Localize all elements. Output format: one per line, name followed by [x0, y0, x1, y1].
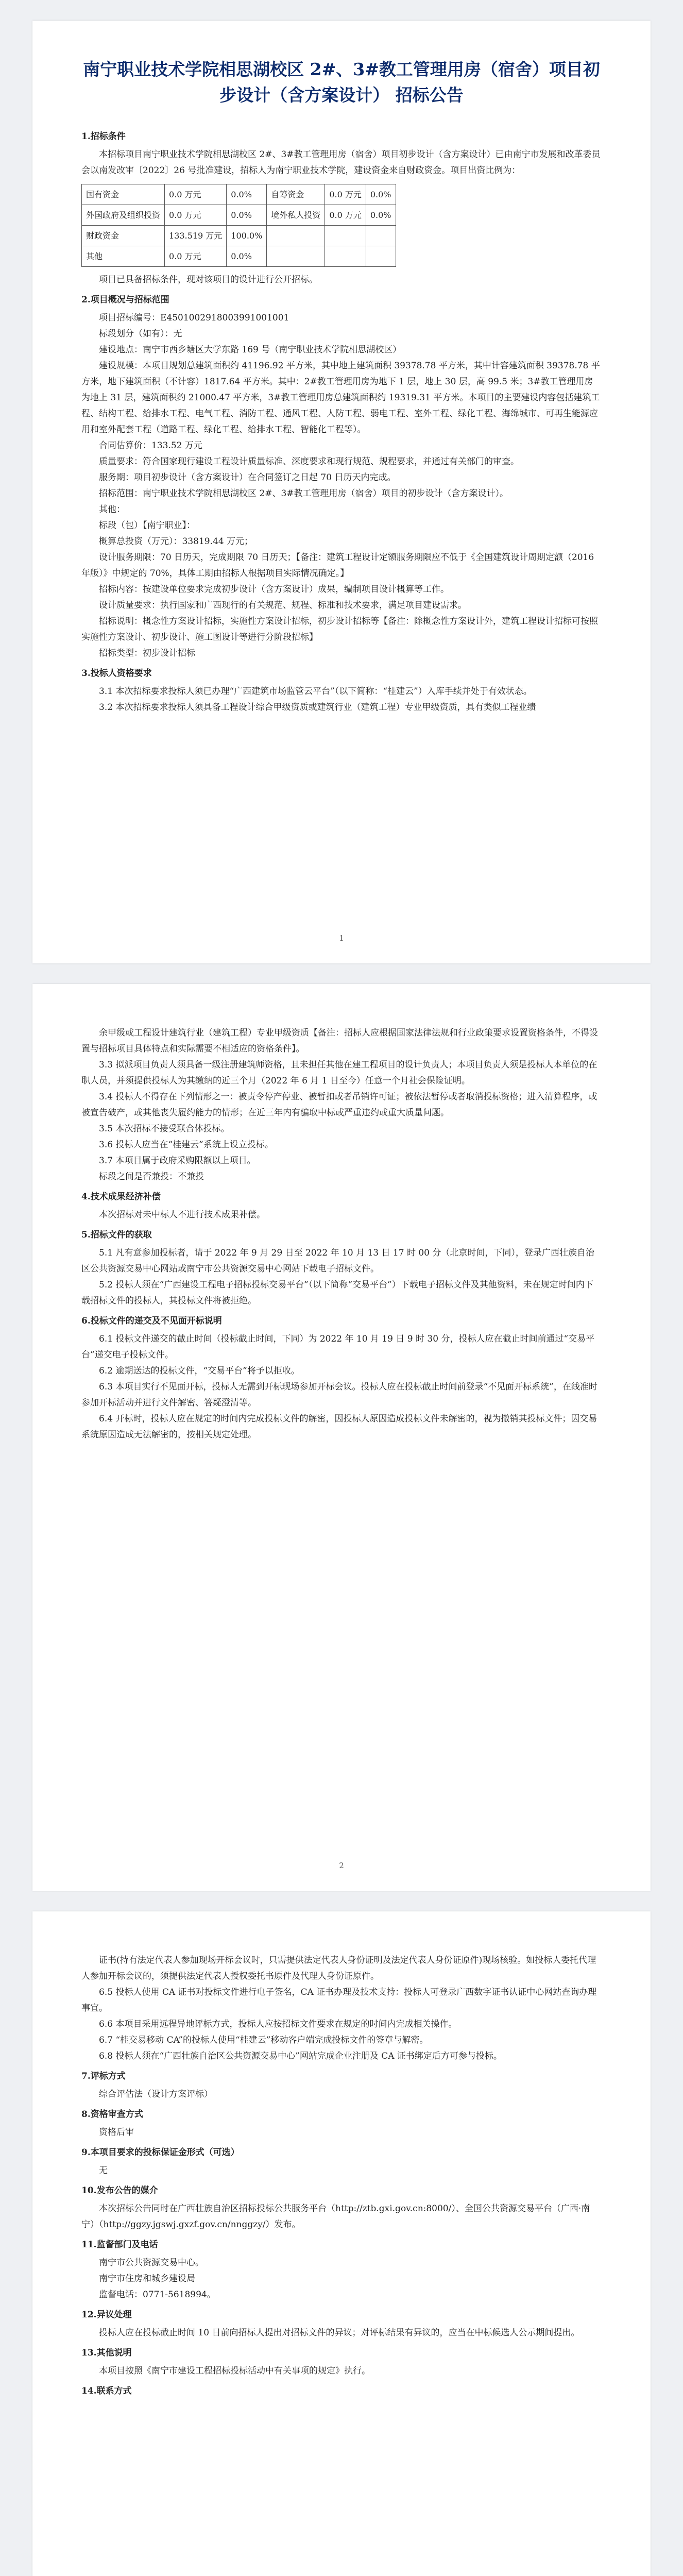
section-heading-13: 13.其他说明	[81, 2348, 132, 2358]
paragraph: 标段（包）【南宁职业】：	[99, 520, 195, 531]
document-page-1	[32, 21, 651, 963]
paragraph: 无	[99, 2165, 108, 2176]
document-page-2	[32, 984, 651, 1891]
paragraph: 南宁市公共资源交易中心。	[99, 2258, 204, 2268]
paragraph: 3.2 本次招标要求投标人须具备工程设计综合甲级资质或建筑行业（建筑工程）专业甲级资质，具有类似工程业绩	[99, 702, 536, 713]
table-cell: 自筹资金	[267, 184, 325, 205]
paragraph: 概算总投资（万元）：33819.44 万元；	[99, 536, 253, 547]
paragraph: 标段划分（如有）：无	[99, 329, 182, 339]
table-cell: 0.0 万元	[165, 184, 227, 205]
page-number: 2	[339, 1861, 344, 1870]
paragraph: 招标内容：按建设单位要求完成初步设计（含方案设计）成果，编制项目设计概算等工作。	[99, 584, 449, 595]
table-cell: 0.0 万元	[325, 205, 366, 226]
table-row	[82, 246, 396, 267]
table-cell: 133.519 万元	[165, 226, 227, 246]
page-title: 南宁职业技术学院相思湖校区 2#、3#教工管理用房（宿舍）项目初步设计（含方案设计） 招标公告	[83, 59, 600, 105]
paragraph: 投标人应在投标截止时间 10 日前向招标人提出对招标文件的异议；对评标结果有异议的，应当在中标候选人公示期间提出。	[99, 2328, 580, 2338]
page-number: 1	[339, 934, 344, 943]
paragraph: 3.3 拟派项目负责人须具备一级注册建筑师资格，且未担任其他在建工程项目的设计负责人；本项目负责人须是投标人本单位的在职人员，并须提供投标人为其缴纳的近三个月（2022 年 6 月 1 日至今）任意一个月社会保险证明。	[81, 1060, 597, 1086]
funding-table	[81, 184, 396, 267]
paragraph: 6.6 本项目采用远程异地评标方式，投标人应按招标文件要求在规定的时间内完成相关操作。	[99, 2019, 457, 2029]
paragraph: 设计服务期限：70 日历天，完成期限 70 日历天；【备注：建筑工程设计定额服务期限应不低于《全国建筑设计周期定额（2016 年版）》中规定的 70%，具体工期由招标人根据项目实际情况确定。】	[81, 552, 594, 579]
section-heading-2: 2.项目概况与招标范围	[81, 295, 169, 305]
paragraph: 质量要求：符合国家现行建设工程设计质量标准、深度要求和现行规范、规程要求，并通过有关部门的审查。	[99, 456, 519, 467]
paragraph: 5.1 凡有意参加投标者，请于 2022 年 9 月 29 日至 2022 年 10 月 13 日 17 时 00 分（北京时间，下同），登录广西壮族自治区公共资源交易中心网站或南宁市公共资源交易中心网站下载电子招标文件。	[81, 1248, 594, 1274]
paragraph: 招标说明：概念性方案设计招标，实施性方案设计招标，初步设计招标等【备注：除概念性方案设计外，建筑工程设计招标可按照实施性方案设计、初步设计、施工图设计等进行分阶段招标】	[81, 616, 598, 642]
table-cell: 国有资金	[82, 184, 165, 205]
paragraph: 服务期：项目初步设计（含方案设计）在合同签订之日起 70 日历天内完成。	[99, 472, 396, 483]
table-cell: 0.0%	[227, 184, 267, 205]
document-page-3	[32, 1911, 651, 2576]
paragraph: 本次招标对未中标人不进行技术成果补偿。	[99, 1210, 265, 1220]
table-cell: 0.0%	[366, 184, 396, 205]
paragraph: 合同估算价：133.52 万元	[99, 440, 202, 451]
paragraph: 3.1 本次招标要求投标人须已办理“广西建筑市场监管云平台”（以下简称：“桂建云”）入库手续并处于有效状态。	[99, 686, 532, 697]
table-cell: 0.0%	[227, 205, 267, 226]
section-heading-14: 14.联系方式	[81, 2386, 132, 2396]
table-cell: 0.0 万元	[165, 246, 227, 267]
paragraph: 本次招标公告同时在广西壮族自治区招标投标公共服务平台（http://ztb.gxi.gov.cn:8000/）、全国公共资源交易平台（广西·南宁）（http://ggzy.jgswj.gxzf.gov.cn/nnggzy/）发布。	[81, 2204, 590, 2230]
table-cell: 0.0%	[227, 246, 267, 267]
table-cell	[366, 226, 396, 246]
table-cell: 0.0 万元	[165, 205, 227, 226]
table-cell: 外国政府及组织投资	[82, 205, 165, 226]
table-cell: 0.0%	[366, 205, 396, 226]
section-heading-3: 3.投标人资格要求	[81, 668, 152, 679]
paragraph: 设计质量要求：执行国家和广西现行的有关规范、规程、标准和技术要求，满足项目建设需求。	[99, 600, 467, 611]
section-heading-6: 6.投标文件的递交及不见面开标说明	[81, 1316, 222, 1326]
section-heading-4: 4.技术成果经济补偿	[81, 1192, 161, 1202]
paragraph: 3.4 投标人不得存在下列情形之一：被责令停产停业、被暂扣或者吊销许可证；被依法暂停或者取消投标资格；进入清算程序，或被宣告破产，或其他丧失履约能力的情形；在近三年内有骗取中标或严重违约或重大质量问题。	[81, 1092, 597, 1118]
paragraph: 5.2 投标人须在“广西建设工程电子招标投标交易平台”（以下简称“交易平台”）下载电子招标文件及其他资料，未在规定时间内下载招标文件的投标人，其投标文件将被拒绝。	[81, 1280, 593, 1306]
paragraph: 建设地点：南宁市西乡塘区大学东路 169 号（南宁职业技术学院相思湖校区）	[99, 345, 402, 355]
table-cell	[267, 246, 325, 267]
paragraph: 监督电话：0771-5618994。	[99, 2290, 216, 2300]
table-cell: 0.0 万元	[325, 184, 366, 205]
section-heading-7: 7.评标方式	[81, 2071, 126, 2081]
paragraph: 6.5 投标人使用 CA 证书对投标文件进行电子签名，CA 证书办理及技术支持：投标人可登录广西数字证书认证中心网站查询办理事宜。	[81, 1987, 597, 2013]
table-row	[82, 205, 396, 226]
paragraph: 其他：	[99, 504, 125, 515]
section-heading-8: 8.资格审查方式	[81, 2109, 143, 2120]
table-row	[82, 226, 396, 246]
table-cell: 100.0%	[227, 226, 267, 246]
paragraph: 6.2 逾期送达的投标文件，“交易平台”将予以拒收。	[99, 1366, 300, 1376]
paragraph: 余甲级或工程设计建筑行业（建筑工程）专业甲级资质【备注：招标人应根据国家法律法规和行业政策要求设置资格条件，不得设置与招标项目具体特点和实际需要不相适应的资格条件】。	[81, 1028, 598, 1054]
paragraph: 本项目按照《南宁市建设工程招标投标活动中有关事项的规定》执行。	[99, 2366, 370, 2376]
section-heading-1: 1.招标条件	[81, 131, 126, 142]
section-heading-5: 5.招标文件的获取	[81, 1230, 152, 1240]
paragraph: 招标类型：初步设计招标	[99, 648, 195, 658]
section-heading-11: 11.监督部门及电话	[81, 2240, 158, 2250]
paragraph: 资格后审	[99, 2127, 134, 2138]
paragraph: 项目招标编号：E4501002918003991001001	[99, 313, 289, 323]
table-cell: 财政资金	[82, 226, 165, 246]
paragraph: 6.7 “桂交易移动 CA”的投标人使用“桂建云”移动客户端完成投标文件的签章与解密。	[99, 2035, 429, 2045]
table-cell	[325, 246, 366, 267]
section-heading-9: 9.本项目要求的投标保证金形式（可选）	[81, 2147, 240, 2158]
paragraph: 南宁市住房和城乡建设局	[99, 2274, 195, 2284]
section-heading-12: 12.异议处理	[81, 2310, 132, 2320]
paragraph: 3.7 本项目属于政府采购限额以上项目。	[99, 1156, 256, 1166]
paragraph: 综合评估法（设计方案评标）	[99, 2089, 213, 2099]
paragraph: 3.6 投标人应当在“桂建云”系统上设立投标。	[99, 1140, 274, 1150]
paragraph: 标段之间是否兼投：不兼投	[99, 1172, 204, 1182]
section-heading-10: 10.发布公告的媒介	[81, 2185, 158, 2196]
paragraph: 建设规模：本项目规划总建筑面积约 41196.92 平方米，其中地上建筑面积 39378.78 平方米，其中计容建筑面积 39378.78 平方米，地下建筑面积（不计容）1817.64 平方米。其中：2#教工管理用房为地下 1 层，地上 30 层，高 99.5 米；3#教工管理用房为地上 31 层，建筑面积约 21000.47 平方米，3#教工管理用房总建筑面积约 19319.31 平方米。本项目的主要建设内容包括建筑工程、结构工程、给排水工程、电气工程、消防工程、通风工程、人防工程、弱电工程、室外工程、绿化工程、海绵城市、可再生能源应用和室外配套工程（道路工程、绿化工程、给排水工程、智能化工程等）。	[81, 361, 600, 435]
paragraph: 3.5 本次招标不接受联合体投标。	[99, 1124, 230, 1134]
table-cell	[267, 226, 325, 246]
table-row	[82, 184, 396, 205]
paragraph: 招标范围：南宁职业技术学院相思湖校区 2#、3#教工管理用房（宿舍）项目的初步设计（含方案设计）。	[99, 488, 509, 499]
paragraph: 6.4 开标时，投标人应在规定的时间内完成投标文件的解密，因投标人原因造成投标文件未解密的，视为撤销其投标文件；因交易系统原因造成无法解密的，按相关规定处理。	[81, 1414, 597, 1440]
table-cell	[325, 226, 366, 246]
table-cell: 其他	[82, 246, 165, 267]
paragraph: 6.3 本项目实行不见面开标，投标人无需到开标现场参加开标会议。投标人应在投标截止时间前登录“不见面开标系统”，在线准时参加开标活动并进行文件解密、答疑澄清等。	[81, 1382, 597, 1408]
paragraph: 6.1 投标文件递交的截止时间（投标截止时间，下同）为 2022 年 10 月 19 日 9 时 30 分，投标人应在截止时间前通过“交易平台”递交电子投标文件。	[81, 1334, 595, 1360]
paragraph: 证书(持有法定代表人参加现场开标会议时，只需提供法定代表人身份证明及法定代表人身份证原件)现场核验。如投标人委托代理人参加开标会议的，须提供法定代表人授权委托书原件及代理人身份证原件。	[81, 1955, 596, 1981]
paragraph: 6.8 投标人须在“广西壮族自治区公共资源交易中心”网站完成企业注册及 CA 证书绑定后方可参与投标。	[99, 2051, 502, 2061]
paragraph: 本招标项目南宁职业技术学院相思湖校区 2#、3#教工管理用房（宿舍）项目初步设计（含方案设计）已由南宁市发展和改革委员会以南发改审〔2022〕26 号批准建设，招标人为南宁职业技术学院，建设资金来自财政资金。项目出资比例为：	[81, 149, 601, 176]
table-cell	[366, 246, 396, 267]
table-cell: 境外私人投资	[267, 205, 325, 226]
paragraph: 项目已具备招标条件，现对该项目的设计进行公开招标。	[99, 275, 318, 285]
